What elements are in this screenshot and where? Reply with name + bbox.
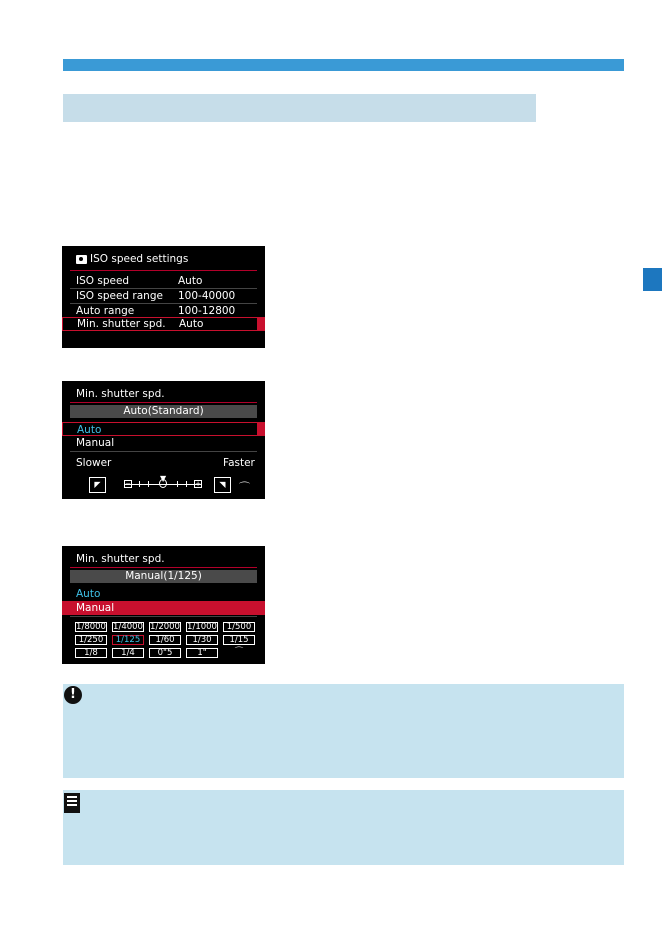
- scale-pointer-icon: ▼: [160, 474, 167, 483]
- min-shutter-manual-screen: [62, 546, 265, 664]
- row-label: Min. shutter spd.: [77, 318, 166, 330]
- iso-speed-settings-screen: [62, 246, 265, 348]
- scale-tick: [186, 481, 187, 487]
- slower-label: Slower: [76, 457, 112, 469]
- row-label: Auto range: [76, 305, 135, 317]
- row-divider: [70, 616, 257, 617]
- screen-title: Min. shutter spd.: [76, 388, 165, 400]
- speed-option[interactable]: 1/1000: [187, 622, 217, 632]
- speed-option[interactable]: 1/4: [112, 648, 144, 658]
- speed-option[interactable]: 1/500: [223, 622, 255, 632]
- faster-label: Faster: [223, 457, 255, 469]
- screen-title: ISO speed settings: [76, 253, 188, 265]
- speed-option[interactable]: 1/8000: [76, 622, 106, 632]
- option-manual[interactable]: Manual: [76, 437, 115, 449]
- min-shutter-auto-screen: [62, 381, 265, 499]
- speed-option[interactable]: 0"5: [149, 648, 181, 658]
- row-label: ISO speed range: [76, 290, 163, 302]
- speed-option[interactable]: 1/250: [75, 635, 107, 645]
- caution-box: [63, 684, 624, 778]
- speed-option[interactable]: 1/30: [186, 635, 218, 645]
- caution-icon: [64, 686, 82, 704]
- speed-option[interactable]: 1/2000: [150, 622, 180, 632]
- speed-option[interactable]: 1/60: [149, 635, 181, 645]
- menu-row-min-shutter-spd[interactable]: [62, 317, 265, 331]
- camera-icon: [76, 255, 87, 264]
- row-value: Auto: [179, 318, 204, 330]
- shutter-speed-grid: [75, 622, 255, 658]
- row-divider: [70, 451, 257, 452]
- speed-option[interactable]: 1/4000: [113, 622, 143, 632]
- return-arc-icon[interactable]: ⌒: [234, 647, 244, 657]
- scale-tick: [177, 481, 178, 487]
- menu-row-auto-range[interactable]: [62, 304, 265, 318]
- screen-title: Min. shutter spd.: [76, 553, 165, 565]
- speed-option[interactable]: 1": [186, 648, 218, 658]
- speed-option[interactable]: 1/8: [75, 648, 107, 658]
- option-auto[interactable]: Auto: [62, 422, 265, 436]
- scale-tick: [139, 481, 140, 487]
- title-underline: [70, 402, 257, 403]
- scale-zero-mark: [159, 479, 167, 488]
- speed-option-selected[interactable]: 1/125: [112, 635, 144, 645]
- note-icon: [64, 793, 80, 813]
- title-underline: [70, 270, 257, 271]
- row-label: ISO speed: [76, 275, 130, 287]
- return-arc-icon[interactable]: ⌒: [239, 481, 250, 494]
- speed-option[interactable]: 1/15: [223, 635, 255, 645]
- option-auto[interactable]: Auto: [76, 588, 101, 600]
- current-value: Auto(Standard): [70, 405, 257, 418]
- row-value: 100-12800: [178, 305, 236, 317]
- row-value: Auto: [178, 275, 203, 287]
- scale-tick: [148, 481, 149, 487]
- current-value: Manual(1/125): [70, 570, 257, 583]
- row-value: 100-40000: [178, 290, 236, 302]
- chapter-index-tab: [643, 268, 662, 291]
- note-box: [63, 790, 624, 865]
- dial-left-button[interactable]: ◤: [89, 477, 106, 493]
- dial-right-button[interactable]: ◥: [214, 477, 231, 493]
- menu-row-iso-speed-range[interactable]: [62, 289, 265, 303]
- section-heading-bar: [63, 94, 536, 122]
- title-underline: [70, 567, 257, 568]
- menu-row-iso-speed[interactable]: [62, 274, 265, 288]
- option-manual[interactable]: Manual: [62, 601, 265, 615]
- chapter-header-bar: [63, 59, 624, 71]
- plus-icon: +: [195, 480, 201, 488]
